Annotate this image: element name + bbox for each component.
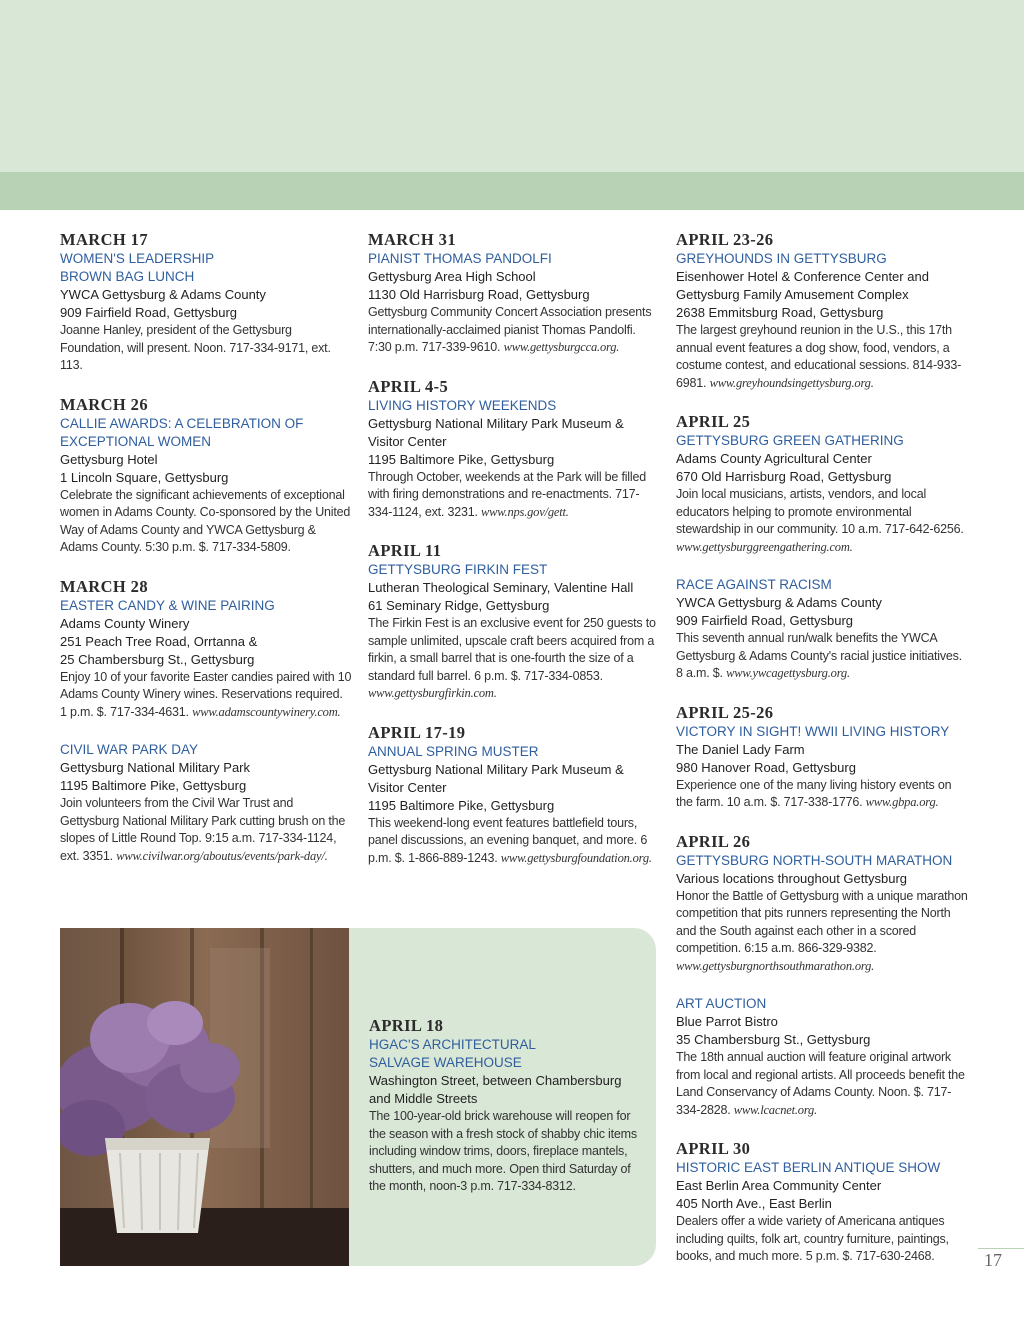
event-title: EASTER CANDY & WINE PAIRING xyxy=(60,597,275,613)
event-description xyxy=(676,888,968,976)
event-date: APRIL 23-26 xyxy=(676,230,774,249)
event-address: 2638 Emmitsburg Road, Gettysburg xyxy=(676,305,884,320)
event-title: HISTORIC EAST BERLIN ANTIQUE SHOW xyxy=(676,1160,941,1175)
event-description-text: Join local musicians, artists, vendors, and local educators helping to promote environmental stewardship in our community. 10 a.m. 717-642-6256. xyxy=(676,487,964,536)
event-date: MARCH 26 xyxy=(60,394,148,414)
event-website: www.greyhoundsingettysburg.org. xyxy=(709,375,874,390)
event-location: Gettysburg Family Amusement Complex xyxy=(676,287,909,302)
event-description xyxy=(60,669,352,722)
event-listing xyxy=(60,395,352,557)
event-listing xyxy=(60,230,352,375)
event-address: 1195 Baltimore Pike, Gettysburg xyxy=(368,451,555,467)
event-address: 1130 Old Harrisburg Road, Gettysburg xyxy=(368,287,590,302)
event-description-text: Celebrate the significant achievements of exceptional women in Adams County. Co-sponsored by the United Way of Adams County and YWCA Gettysburg & Adams County. 5:30 p.m. $. 717-334-5809. xyxy=(60,487,351,554)
event-address: 61 Seminary Ridge, Gettysburg xyxy=(368,598,550,613)
event-title: GETTYSBURG FIRKIN FEST xyxy=(368,562,548,577)
event-description-text: Through October, weekends at the Park will be filled with firing demonstrations and re-enactments. 717-334-1124, ext. 3231. xyxy=(368,469,646,519)
event-title: SALVAGE WAREHOUSE xyxy=(369,1055,522,1070)
event-description-text: Gettysburg Community Concert Association presents internationally-acclaimed pianist Thomas Pandolfi. 7:30 p.m. 717-339-9610. xyxy=(368,305,652,354)
event-listing xyxy=(368,230,660,357)
event-title: CIVIL WAR PARK DAY xyxy=(60,742,199,757)
event-address: 980 Hanover Road, Gettysburg xyxy=(676,759,856,775)
event-listing xyxy=(368,541,660,703)
event-listing xyxy=(676,576,968,683)
event-description xyxy=(676,486,968,556)
event-title: GREYHOUNDS IN GETTYSBURG xyxy=(676,251,887,266)
event-address: 1195 Baltimore Pike, Gettysburg xyxy=(60,778,247,793)
event-description-text: The 18th annual auction will feature original artwork from local and regional artists. All proceeds benefit the Land Conservancy of Adams County. Noon. $. 717-334-2828. xyxy=(676,1050,965,1117)
event-date: APRIL 17-19 xyxy=(368,722,466,742)
event-title: VICTORY IN SIGHT! WWII LIVING HISTORY xyxy=(676,723,950,739)
event-listing xyxy=(60,741,352,865)
event-website: www.nps.gov/gett. xyxy=(481,504,569,519)
event-address: 1 Lincoln Square, Gettysburg xyxy=(60,469,229,485)
event-date: MARCH 28 xyxy=(60,576,148,596)
event-listing xyxy=(368,723,660,868)
event-date: MARCH 31 xyxy=(368,230,456,249)
page-number-rule xyxy=(978,1248,1024,1249)
event-title: CALLIE AWARDS: A CELEBRATION OF xyxy=(60,415,304,431)
event-location: Lutheran Theological Seminary, Valentine Hall xyxy=(368,580,634,595)
event-title: LIVING HISTORY WEEKENDS xyxy=(368,397,557,413)
event-address: 35 Chambersburg St., Gettysburg xyxy=(676,1032,871,1047)
event-title: WOMEN'S LEADERSHIP xyxy=(60,251,215,266)
event-website: www.gettysburgnorthsouthmarathon.org. xyxy=(676,958,875,973)
event-title: RACE AGAINST RACISM xyxy=(676,577,832,592)
event-title: GETTYSBURG NORTH-SOUTH MARATHON xyxy=(676,852,953,868)
event-location: Washington Street, between Chambersburg xyxy=(369,1073,622,1088)
event-description xyxy=(676,1049,968,1119)
event-listing xyxy=(368,377,660,522)
event-description-text: Honor the Battle of Gettysburg with a unique marathon competition that pits runners representing the North and the South against each other in a scored competition. 6:15 a.m. 866-329-9382. xyxy=(676,888,968,955)
event-location: Gettysburg National Military Park Museum & xyxy=(368,761,624,777)
event-description-text: Experience one of the many living history events on the farm. 10 a.m. $. 717-338-1776. xyxy=(676,777,952,809)
event-address: 909 Fairfield Road, Gettysburg xyxy=(60,305,238,320)
event-description xyxy=(60,795,352,865)
event-description-text: The Firkin Fest is an exclusive event for 250 guests to sample unlimited, upscale craft beers acquired from a firkin, a small barrel that is one-fourth the size of a standard full barrel. 6 p.m. $. 717-334-0853. xyxy=(368,616,656,683)
event-description-text: Joanne Hanley, president of the Gettysburg Foundation, will present. Noon. 717-334-9171, ext. 113. xyxy=(60,323,331,372)
event-listing xyxy=(676,995,968,1119)
page-number: 17 xyxy=(984,1250,1002,1270)
event-description xyxy=(368,815,660,868)
event-listing xyxy=(676,412,968,556)
event-date: MARCH 17 xyxy=(60,230,148,249)
event-description-text: Join volunteers from the Civil War Trust and Gettysburg National Military Park cutting brush on the slopes of Little Round Top. 9:15 a.m. 717-334-1124, ext. 3351. xyxy=(60,796,346,863)
event-date: APRIL 25 xyxy=(676,412,751,431)
event-address: Various locations throughout Gettysburg xyxy=(676,870,908,886)
event-address: 1195 Baltimore Pike, Gettysburg xyxy=(368,797,555,813)
event-listing xyxy=(60,577,352,722)
events-column-2 xyxy=(368,230,660,887)
event-title: ANNUAL SPRING MUSTER xyxy=(368,743,539,759)
event-location: Visitor Center xyxy=(368,779,447,795)
event-website: www.gettysburgcca.org. xyxy=(503,340,620,354)
event-location: Eisenhower Hotel & Conference Center and xyxy=(676,269,929,284)
event-website: www.civilwar.org/aboutus/events/park-day/. xyxy=(116,848,328,863)
event-location: East Berlin Area Community Center xyxy=(676,1178,882,1193)
event-website: www.gettysburgfoundation.org. xyxy=(500,850,652,865)
event-description xyxy=(368,615,660,703)
event-date: APRIL 30 xyxy=(676,1139,751,1158)
event-title: EXCEPTIONAL WOMEN xyxy=(60,433,212,449)
event-location: Adams County Winery xyxy=(60,615,190,631)
event-location: Adams County Agricultural Center xyxy=(676,451,872,466)
event-title: ART AUCTION xyxy=(676,996,767,1011)
event-description-text: This weekend-long event features battlefield tours, panel discussions, an evening banquet, and more. 6 p.m. $. 1-866-889-1243. xyxy=(368,815,648,865)
event-listing xyxy=(676,703,968,812)
event-title: BROWN BAG LUNCH xyxy=(60,269,195,284)
event-description-text: Dealers offer a wide variety of Americana antiques including quilts, folk art, country furniture, paintings, books, and much more. 5 p.m. $. 717-630-2468. xyxy=(676,1214,949,1263)
event-title: PIANIST THOMAS PANDOLFI xyxy=(368,251,552,266)
event-date: APRIL 4-5 xyxy=(368,376,449,396)
event-address: 25 Chambersburg St., Gettysburg xyxy=(60,651,255,667)
event-address: 909 Fairfield Road, Gettysburg xyxy=(676,613,854,628)
event-location: Gettysburg National Military Park xyxy=(60,760,251,775)
event-location: YWCA Gettysburg & Adams County xyxy=(676,595,882,610)
event-website: www.adamscountywinery.com. xyxy=(192,704,341,719)
events-column-3 xyxy=(676,230,968,1286)
event-date: APRIL 25-26 xyxy=(676,702,774,722)
event-date: APRIL 11 xyxy=(368,541,442,560)
event-description-text: Enjoy 10 of your favorite Easter candies paired with 10 Adams County Winery wines. Reservations required. 1 p.m. $. 717-334-4631. xyxy=(60,669,352,719)
event-location: 251 Peach Tree Road, Orrtanna & xyxy=(60,633,258,649)
event-description xyxy=(676,630,968,683)
event-date: APRIL 26 xyxy=(676,831,751,851)
event-website: www.gettysburggreengathering.com. xyxy=(676,539,853,554)
event-description xyxy=(368,469,660,522)
event-address: 405 North Ave., East Berlin xyxy=(676,1196,832,1211)
event-date: APRIL 18 xyxy=(369,1016,444,1035)
event-location: Gettysburg National Military Park Museum & xyxy=(368,415,624,431)
event-website: www.lcacnet.org. xyxy=(733,1102,818,1117)
event-listing xyxy=(676,832,968,976)
event-description xyxy=(676,777,968,812)
event-description xyxy=(60,322,352,375)
event-description-text: The largest greyhound reunion in the U.S., this 17th annual event features a dog show, food, vendors, a costume contest, and educational sessions. 814-933-6981. xyxy=(676,323,962,390)
event-address: and Middle Streets xyxy=(369,1091,478,1106)
event-description xyxy=(60,487,352,557)
event-location: Blue Parrot Bistro xyxy=(676,1014,778,1029)
event-website: www.ywcagettysburg.org. xyxy=(726,666,850,680)
event-description-text: This seventh annual run/walk benefits the YWCA Gettysburg & Adams County's racial justice initiatives. 8 a.m. $. xyxy=(676,631,962,680)
event-location: Visitor Center xyxy=(368,433,447,449)
event-description: The 100-year-old brick warehouse will reopen for the season with a fresh stock of shabby chic items including window trims, doors, fireplace mantels, shutters, and much more. Open third Saturday of the month, noon-3 p.m. 717-334-8312. xyxy=(369,1109,637,1193)
event-description xyxy=(368,304,660,357)
header-background xyxy=(0,0,1024,172)
event-address: 670 Old Harrisburg Road, Gettysburg xyxy=(676,469,892,484)
event-description xyxy=(676,322,968,392)
event-location: The Daniel Lady Farm xyxy=(676,741,805,757)
event-website: www.gbpa.org. xyxy=(865,795,939,809)
event-listing xyxy=(676,230,968,392)
event-website: www.gettysburgfirkin.com. xyxy=(368,686,497,700)
lilac-photo-illustration xyxy=(60,928,349,1266)
featured-event-panel xyxy=(349,928,656,1266)
event-description xyxy=(676,1213,968,1266)
event-title: HGAC'S ARCHITECTURAL xyxy=(369,1037,536,1052)
event-location: Gettysburg Hotel xyxy=(60,451,158,467)
events-column-1 xyxy=(60,230,352,885)
lilac-photo xyxy=(60,928,349,1266)
featured-event xyxy=(369,1016,639,1196)
header-accent-band xyxy=(0,172,1024,210)
event-listing xyxy=(676,1139,968,1266)
event-title: GETTYSBURG GREEN GATHERING xyxy=(676,433,904,448)
event-location: YWCA Gettysburg & Adams County xyxy=(60,287,266,302)
event-location: Gettysburg Area High School xyxy=(368,269,536,284)
